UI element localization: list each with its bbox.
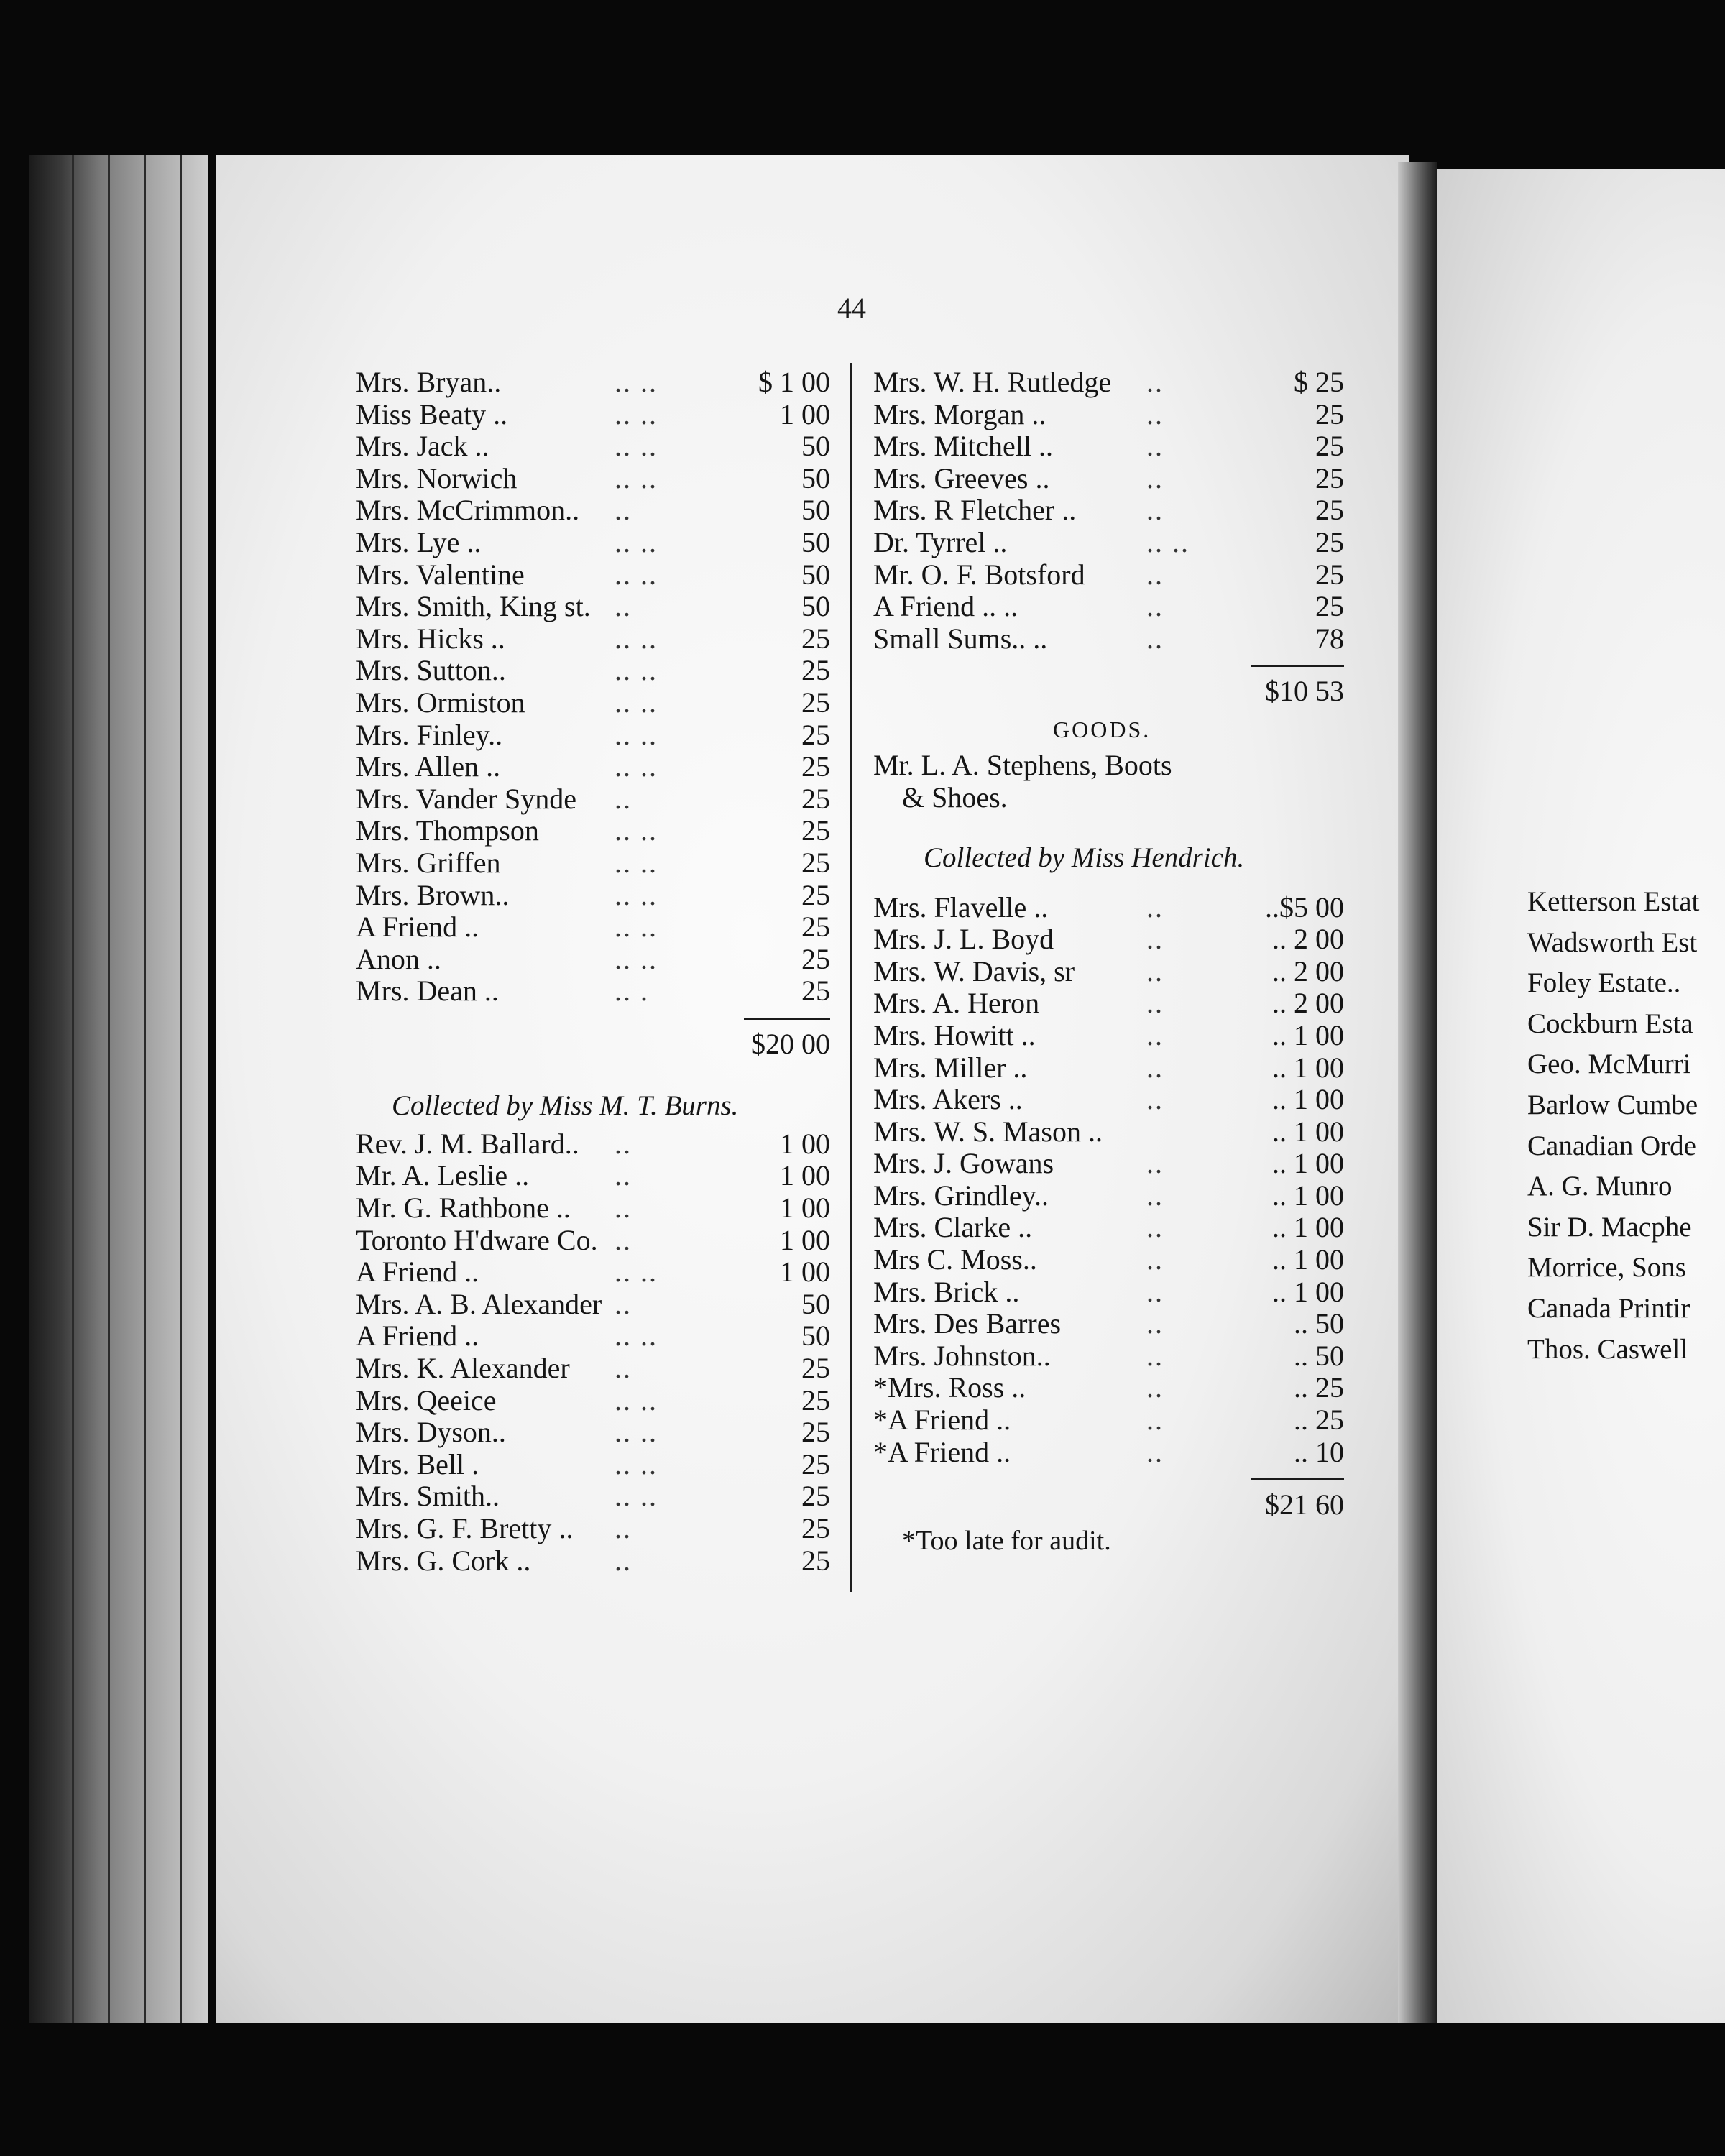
leader-dots: .. bbox=[1146, 1018, 1164, 1051]
donor-name: Mrs. W. S. Mason .. bbox=[873, 1115, 1103, 1148]
donor-name: Mrs. Griffen bbox=[356, 846, 501, 879]
donation-amount: 50 bbox=[801, 1319, 830, 1353]
goods-heading: GOODS. bbox=[1053, 717, 1151, 743]
page-edge-line bbox=[108, 155, 110, 2023]
right-page-entry: Cockburn Esta bbox=[1527, 1008, 1693, 1039]
ledger-row bbox=[873, 559, 1366, 591]
leader-dots: .. bbox=[615, 1512, 632, 1544]
right-page-entry: Geo. McMurri bbox=[1527, 1049, 1691, 1080]
left-total bbox=[356, 1026, 830, 1062]
donation-amount: 25 bbox=[1315, 397, 1344, 430]
donation-amount: 25 bbox=[801, 1480, 830, 1513]
leader-dots: .. .. bbox=[615, 911, 658, 944]
ledger-row bbox=[873, 1020, 1366, 1052]
donation-amount: ..$5 00 bbox=[1265, 890, 1344, 923]
donor-name: Mrs. Ormiston bbox=[356, 686, 525, 719]
leader-dots: .. .. bbox=[1146, 525, 1190, 558]
ledger-row bbox=[356, 527, 830, 559]
right-page-entry: Morrice, Sons bbox=[1527, 1252, 1686, 1284]
leader-dots: .. bbox=[1146, 1275, 1164, 1308]
right-page-entry: Ketterson Estat bbox=[1527, 886, 1700, 917]
donation-amount: 50 bbox=[801, 590, 830, 623]
donation-amount: 25 bbox=[801, 654, 830, 687]
left-donor-list bbox=[356, 367, 830, 1008]
donor-name: Rev. J. M. Ballard.. bbox=[356, 1127, 579, 1160]
right-page-entry: Sir D. Macphe bbox=[1527, 1211, 1692, 1243]
ledger-row bbox=[356, 1545, 830, 1577]
leader-dots: .. bbox=[1146, 1307, 1164, 1340]
ledger-row bbox=[873, 1148, 1366, 1180]
donation-amount: 25 bbox=[801, 942, 830, 975]
hendrich-donor-list bbox=[873, 892, 1366, 1469]
leader-dots: .. bbox=[615, 1159, 632, 1192]
right-page-entry: A. G. Munro bbox=[1527, 1171, 1673, 1202]
leader-dots: .. bbox=[1146, 558, 1164, 591]
right-page-entry: Barlow Cumbe bbox=[1527, 1089, 1698, 1120]
ledger-row bbox=[356, 1385, 830, 1417]
ledger-row bbox=[356, 719, 830, 752]
donation-amount: 50 bbox=[801, 525, 830, 558]
ledger-row bbox=[356, 751, 830, 783]
ledger-row bbox=[873, 591, 1366, 623]
right-page-entry: Thos. Caswell bbox=[1527, 1333, 1688, 1365]
donor-name: Dr. Tyrrel .. bbox=[873, 525, 1008, 558]
middle-column bbox=[873, 367, 1366, 1559]
donation-amount: 25 bbox=[801, 622, 830, 655]
ledger-row bbox=[356, 1480, 830, 1513]
donation-amount: $ 1 00 bbox=[758, 366, 830, 398]
donation-amount: .. 1 00 bbox=[1272, 1115, 1344, 1148]
donor-name: Mrs. Howitt .. bbox=[873, 1018, 1036, 1051]
middle-donor-list bbox=[873, 367, 1366, 655]
donation-amount: 25 bbox=[801, 846, 830, 879]
leader-dots: .. bbox=[1146, 1179, 1164, 1212]
ledger-row bbox=[873, 923, 1366, 956]
leader-dots: .. bbox=[615, 782, 632, 815]
donation-amount: .. 25 bbox=[1294, 1371, 1344, 1404]
ledger-row bbox=[873, 1212, 1366, 1244]
donor-name: Mrs. Lye .. bbox=[356, 525, 482, 558]
right-page-entry: Canadian Orde bbox=[1527, 1130, 1696, 1161]
donor-name: *A Friend .. bbox=[873, 1435, 1011, 1468]
donor-name: Mrs. Hicks .. bbox=[356, 622, 505, 655]
ledger-row bbox=[356, 430, 830, 463]
ledger-row bbox=[356, 847, 830, 880]
donor-name: Mrs. Smith, King st. bbox=[356, 590, 591, 623]
ledger-row bbox=[356, 1449, 830, 1481]
page-edge-line bbox=[72, 155, 74, 2023]
donation-amount: 25 bbox=[801, 1352, 830, 1385]
ledger-row bbox=[873, 430, 1366, 463]
donor-name: Anon .. bbox=[356, 942, 441, 975]
ledger-row bbox=[356, 1353, 830, 1385]
ledger-row bbox=[873, 1084, 1366, 1116]
section-caption-burns: Collected by Miss M. T. Burns. bbox=[392, 1089, 739, 1121]
ledger-row bbox=[873, 494, 1366, 527]
donation-amount: .. 2 00 bbox=[1272, 954, 1344, 987]
leader-dots: .. bbox=[1146, 1211, 1164, 1244]
leader-dots: .. .. bbox=[615, 461, 658, 494]
leader-dots: .. .. bbox=[615, 366, 658, 398]
donor-name: Mrs. Bryan.. bbox=[356, 366, 502, 398]
donor-name: Mrs. Johnston.. bbox=[873, 1339, 1051, 1372]
ledger-row bbox=[873, 1180, 1366, 1212]
leader-dots: .. bbox=[1146, 987, 1164, 1020]
ledger-row bbox=[873, 1116, 1366, 1148]
donation-amount: 25 bbox=[801, 1512, 830, 1544]
donation-amount: 25 bbox=[1315, 525, 1344, 558]
book-page-edges bbox=[29, 155, 208, 2023]
ledger-row bbox=[873, 623, 1366, 655]
ledger-row bbox=[873, 1340, 1366, 1373]
leader-dots: .. bbox=[1146, 1051, 1164, 1084]
column-divider bbox=[850, 363, 852, 1592]
spacer bbox=[356, 1062, 830, 1084]
middle-total bbox=[873, 673, 1366, 709]
donor-name: A Friend .. .. bbox=[873, 590, 1018, 623]
leader-dots: .. .. bbox=[615, 846, 658, 879]
sum-rule bbox=[356, 1008, 830, 1026]
ledger-row bbox=[873, 1308, 1366, 1340]
ledger-row bbox=[873, 1404, 1366, 1437]
donor-name: Mrs. Akers .. bbox=[873, 1083, 1023, 1116]
donation-amount: .. 1 00 bbox=[1272, 1275, 1344, 1308]
donor-name: Mrs C. Moss.. bbox=[873, 1243, 1037, 1276]
leader-dots: .. bbox=[1146, 1371, 1164, 1404]
donor-name: Mrs. Miller .. bbox=[873, 1051, 1028, 1084]
donation-amount: 78 bbox=[1315, 622, 1344, 655]
ledger-row bbox=[356, 655, 830, 687]
donor-name: Mrs. McCrimmon.. bbox=[356, 494, 580, 527]
donor-name: Mrs. Vander Synde bbox=[356, 782, 577, 815]
donor-name: Mrs. Brick .. bbox=[873, 1275, 1020, 1308]
ledger-row bbox=[873, 1244, 1366, 1276]
donor-name: Mrs. Bell . bbox=[356, 1447, 479, 1480]
donation-amount: .. 1 00 bbox=[1272, 1243, 1344, 1276]
donor-name: Mrs. Jack .. bbox=[356, 430, 489, 463]
donor-name: Mrs. Smith.. bbox=[356, 1480, 500, 1513]
ledger-row bbox=[356, 944, 830, 976]
donor-name: Mr. A. Leslie .. bbox=[356, 1159, 530, 1192]
donation-amount: 1 00 bbox=[780, 1127, 830, 1160]
donor-name: Mrs. Des Barres bbox=[873, 1307, 1062, 1340]
donation-amount: 25 bbox=[801, 1544, 830, 1577]
donor-name: A Friend .. bbox=[356, 1256, 479, 1289]
leader-dots: .. bbox=[1146, 954, 1164, 987]
leader-dots: .. .. bbox=[615, 1447, 658, 1480]
donor-name: Mrs. Greeves .. bbox=[873, 461, 1050, 494]
donation-amount: 50 bbox=[801, 558, 830, 591]
donor-name: Mrs. Thompson bbox=[356, 814, 539, 847]
donation-amount: 25 bbox=[801, 718, 830, 751]
ledger-row bbox=[873, 1437, 1366, 1469]
leader-dots: .. .. bbox=[615, 750, 658, 783]
ledger-row bbox=[873, 367, 1366, 399]
donation-amount: .. 2 00 bbox=[1272, 987, 1344, 1020]
ledger-row bbox=[356, 1128, 830, 1161]
donor-name: Mrs. G. F. Bretty .. bbox=[356, 1512, 574, 1544]
donation-amount: .. 10 bbox=[1294, 1435, 1344, 1468]
sum-rule bbox=[873, 1468, 1366, 1487]
donation-amount: 25 bbox=[801, 1416, 830, 1449]
donor-name: Mrs. Allen .. bbox=[356, 750, 501, 783]
donation-amount: .. 1 00 bbox=[1272, 1018, 1344, 1051]
leader-dots: .. bbox=[1146, 1243, 1164, 1276]
donor-name: Mrs. Clarke .. bbox=[873, 1211, 1033, 1244]
leader-dots: .. bbox=[1146, 430, 1164, 463]
donor-name: Mrs. K. Alexander bbox=[356, 1352, 570, 1385]
footnote: *Too late for audit. bbox=[902, 1526, 1111, 1557]
ledger-row bbox=[356, 1256, 830, 1289]
hendrich-total-amount: $21 60 bbox=[1265, 1488, 1344, 1521]
donor-name: Mrs. Sutton.. bbox=[356, 654, 506, 687]
ledger-row bbox=[356, 367, 830, 399]
sum-rule bbox=[873, 655, 1366, 673]
leader-dots: .. bbox=[1146, 1404, 1164, 1437]
donation-amount: .. 2 00 bbox=[1272, 923, 1344, 956]
ledger-row bbox=[356, 1160, 830, 1192]
ledger-row bbox=[356, 591, 830, 623]
ledger-row bbox=[356, 815, 830, 847]
ledger-row bbox=[356, 399, 830, 431]
ledger-row bbox=[356, 1192, 830, 1225]
ledger-row bbox=[873, 463, 1366, 495]
left-total-amount: $20 00 bbox=[751, 1027, 830, 1060]
leader-dots: .. .. bbox=[615, 942, 658, 975]
ledger-row bbox=[356, 1225, 830, 1257]
ledger-row bbox=[873, 956, 1366, 988]
donation-amount: 1 00 bbox=[780, 1223, 830, 1256]
leader-dots: .. bbox=[1146, 1339, 1164, 1372]
donation-amount: .. 1 00 bbox=[1272, 1051, 1344, 1084]
ledger-row bbox=[873, 1372, 1366, 1404]
right-page-list bbox=[1527, 882, 1699, 1370]
leader-dots: .. .. bbox=[615, 525, 658, 558]
donation-amount: $ 25 bbox=[1294, 366, 1344, 398]
ledger-row bbox=[873, 527, 1366, 559]
ledger-row bbox=[356, 559, 830, 591]
ledger-row bbox=[873, 399, 1366, 431]
left-column bbox=[356, 367, 830, 1577]
ledger-row bbox=[873, 987, 1366, 1020]
spacer bbox=[873, 880, 1366, 892]
leader-dots: .. bbox=[1146, 461, 1164, 494]
donation-amount: 25 bbox=[1315, 430, 1344, 463]
ledger-row bbox=[356, 911, 830, 944]
middle-total-amount: $10 53 bbox=[1265, 675, 1344, 708]
donor-name: Mrs. W. H. Rutledge bbox=[873, 366, 1112, 398]
burns-donor-list bbox=[356, 1128, 830, 1577]
donation-amount: 50 bbox=[801, 461, 830, 494]
donor-name: Mrs. G. Cork .. bbox=[356, 1544, 531, 1577]
leader-dots: .. .. bbox=[615, 397, 658, 430]
donor-name: Mrs. Finley.. bbox=[356, 718, 503, 751]
leader-dots: .. .. bbox=[615, 814, 658, 847]
hendrich-total bbox=[873, 1487, 1366, 1523]
donor-name: *Mrs. Ross .. bbox=[873, 1371, 1026, 1404]
donor-name: Mrs. Dean .. bbox=[356, 975, 499, 1008]
donation-amount: .. 50 bbox=[1294, 1339, 1344, 1372]
donation-amount: .. 1 00 bbox=[1272, 1179, 1344, 1212]
donor-name: Mrs. R Fletcher .. bbox=[873, 494, 1077, 527]
goods-entry bbox=[873, 750, 1366, 814]
donation-amount: 25 bbox=[801, 878, 830, 911]
donor-name: Mrs. Grindley.. bbox=[873, 1179, 1049, 1212]
right-page-entry: Wadsworth Est bbox=[1527, 926, 1698, 958]
ledger-row bbox=[873, 1052, 1366, 1084]
leader-dots: .. bbox=[1146, 590, 1164, 623]
donation-amount: 1 00 bbox=[780, 397, 830, 430]
donor-name: Mrs. Valentine bbox=[356, 558, 525, 591]
ledger-row bbox=[356, 1416, 830, 1449]
leader-dots: .. bbox=[1146, 622, 1164, 655]
leader-dots: .. bbox=[615, 1544, 632, 1577]
donor-name: Mrs. Flavelle .. bbox=[873, 890, 1049, 923]
donation-amount: 1 00 bbox=[780, 1159, 830, 1192]
donor-name: Toronto H'dware Co. bbox=[356, 1223, 598, 1256]
leader-dots: .. bbox=[1146, 1083, 1164, 1116]
leader-dots: .. bbox=[1146, 1147, 1164, 1180]
leader-dots: .. .. bbox=[615, 686, 658, 719]
donor-name: A Friend .. bbox=[356, 911, 479, 944]
ledger-row bbox=[356, 494, 830, 527]
donation-amount: .. 25 bbox=[1294, 1404, 1344, 1437]
donor-name: Mrs. A. B. Alexander bbox=[356, 1287, 602, 1320]
section-caption-hendrich: Collected by Miss Hendrich. bbox=[924, 842, 1245, 873]
donation-amount: .. 1 00 bbox=[1272, 1147, 1344, 1180]
donation-amount: 25 bbox=[1315, 590, 1344, 623]
ledger-row bbox=[356, 1513, 830, 1545]
donor-name: Small Sums.. .. bbox=[873, 622, 1048, 655]
right-page-entry: Canada Printir bbox=[1527, 1292, 1690, 1324]
ledger-row bbox=[356, 975, 830, 1008]
donor-name: A Friend .. bbox=[356, 1319, 479, 1353]
leader-dots: .. bbox=[615, 590, 632, 623]
leader-dots: .. bbox=[1146, 494, 1164, 527]
leader-dots: .. bbox=[1146, 923, 1164, 956]
donor-name: Mrs. Morgan .. bbox=[873, 397, 1046, 430]
leader-dots: .. .. bbox=[615, 654, 658, 687]
leader-dots: .. bbox=[1146, 1435, 1164, 1468]
leader-dots: .. bbox=[1146, 366, 1164, 398]
donation-amount: 50 bbox=[801, 430, 830, 463]
ledger-row bbox=[356, 463, 830, 495]
donation-amount: .. 1 00 bbox=[1272, 1083, 1344, 1116]
donation-amount: 25 bbox=[1315, 494, 1344, 527]
leader-dots: .. bbox=[615, 1352, 632, 1385]
leader-dots: .. .. bbox=[615, 430, 658, 463]
leader-dots: .. .. bbox=[615, 1416, 658, 1449]
donation-amount: 25 bbox=[801, 1447, 830, 1480]
leader-dots: .. bbox=[1146, 397, 1164, 430]
donation-amount: .. 50 bbox=[1294, 1307, 1344, 1340]
donor-name: Mrs. J. L. Boyd bbox=[873, 923, 1054, 956]
donation-amount: 1 00 bbox=[780, 1192, 830, 1225]
donor-name: Miss Beaty .. bbox=[356, 397, 508, 430]
donor-name: Mr. G. Rathbone .. bbox=[356, 1192, 571, 1225]
donor-name: Mrs. W. Davis, sr bbox=[873, 954, 1075, 987]
donation-amount: 25 bbox=[1315, 461, 1344, 494]
donor-name: Mrs. Dyson.. bbox=[356, 1416, 506, 1449]
spacer bbox=[873, 814, 1366, 836]
donation-amount: 25 bbox=[801, 911, 830, 944]
donor-name: Mrs. Mitchell .. bbox=[873, 430, 1053, 463]
right-page-entry: Foley Estate.. bbox=[1527, 967, 1681, 999]
leader-dots: .. .. bbox=[615, 1319, 658, 1353]
page-edge-line bbox=[180, 155, 182, 2023]
leader-dots: .. bbox=[615, 1287, 632, 1320]
leader-dots: .. .. bbox=[615, 558, 658, 591]
leader-dots: .. .. bbox=[615, 878, 658, 911]
donation-amount: 25 bbox=[801, 750, 830, 783]
leader-dots: .. .. bbox=[615, 622, 658, 655]
leader-dots: .. bbox=[1146, 890, 1164, 923]
leader-dots: .. . bbox=[615, 975, 649, 1008]
book-gutter bbox=[1398, 162, 1438, 2023]
leader-dots: .. bbox=[615, 1127, 632, 1160]
donor-name: Mrs. A. Heron bbox=[873, 987, 1040, 1020]
leader-dots: .. .. bbox=[615, 1256, 658, 1289]
ledger-row bbox=[873, 892, 1366, 924]
ledger-row bbox=[356, 783, 830, 816]
donation-amount: 25 bbox=[801, 686, 830, 719]
donation-amount: 25 bbox=[801, 782, 830, 815]
page-number: 44 bbox=[837, 292, 866, 324]
donor-name: Mrs. Brown.. bbox=[356, 878, 510, 911]
ledger-row bbox=[356, 687, 830, 719]
donation-amount: 25 bbox=[801, 814, 830, 847]
donation-amount: 25 bbox=[1315, 558, 1344, 591]
goods-line-1: Mr. L. A. Stephens, Boots bbox=[873, 749, 1172, 782]
donation-amount: 50 bbox=[801, 1287, 830, 1320]
donation-amount: 25 bbox=[801, 1383, 830, 1416]
donation-amount: 1 00 bbox=[780, 1256, 830, 1289]
leader-dots: .. bbox=[615, 494, 632, 527]
leader-dots: .. .. bbox=[615, 718, 658, 751]
ledger-row bbox=[873, 1276, 1366, 1309]
ledger-row bbox=[356, 1289, 830, 1321]
donor-name: Mrs. Norwich bbox=[356, 461, 518, 494]
page-edge-line bbox=[144, 155, 146, 2023]
leader-dots: .. .. bbox=[615, 1480, 658, 1513]
donor-name: Mr. O. F. Botsford bbox=[873, 558, 1085, 591]
ledger-row bbox=[356, 880, 830, 912]
leader-dots: .. bbox=[615, 1223, 632, 1256]
goods-line-2: & Shoes. bbox=[902, 780, 1008, 814]
donation-amount: .. 1 00 bbox=[1272, 1211, 1344, 1244]
donor-name: Mrs. J. Gowans bbox=[873, 1147, 1054, 1180]
leader-dots: .. bbox=[615, 1192, 632, 1225]
donor-name: Mrs. Qeeice bbox=[356, 1383, 497, 1416]
leader-dots: .. .. bbox=[615, 1383, 658, 1416]
ledger-row bbox=[356, 623, 830, 655]
ledger-row bbox=[356, 1320, 830, 1353]
donation-amount: 25 bbox=[801, 975, 830, 1008]
donor-name: *A Friend .. bbox=[873, 1404, 1011, 1437]
donation-amount: 50 bbox=[801, 494, 830, 527]
